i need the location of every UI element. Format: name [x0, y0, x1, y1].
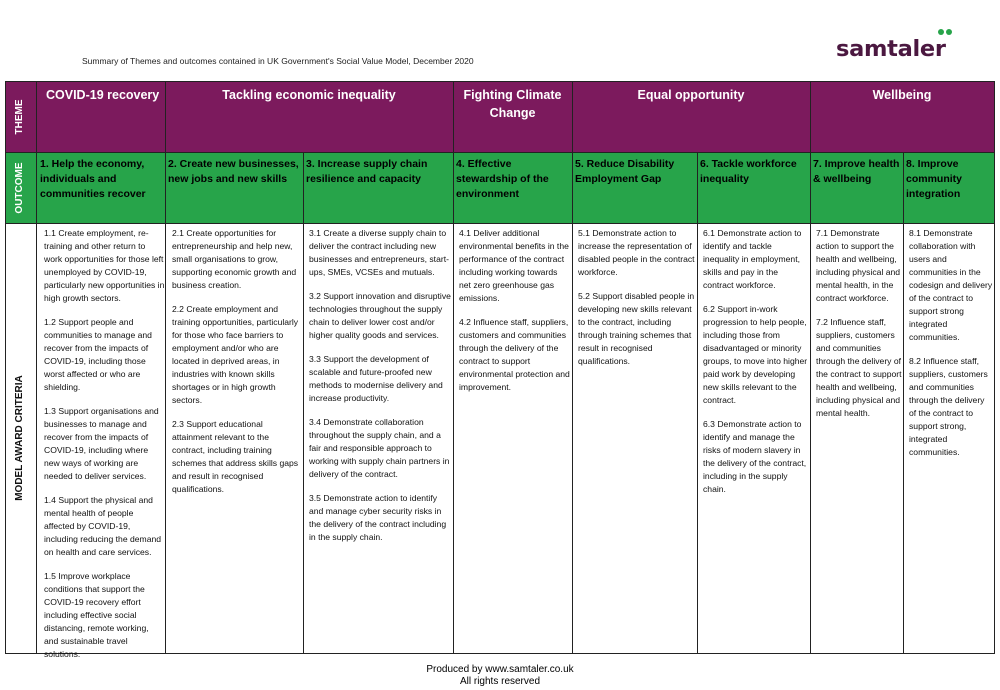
theme-climate-change: Fighting Climate Change	[463, 88, 562, 120]
outcome-3: 3. Increase supply chain resilience and capacity	[306, 158, 428, 185]
theme-equal-opportunity: Equal opportunity	[637, 88, 745, 102]
criteria-item: 1.2 Support people and communities to manage and recover from the impacts of COVID-19, including those worst affected or who are shielding.	[44, 317, 152, 392]
column-divider	[810, 82, 811, 653]
outcome-5: 5. Reduce Disability Employment Gap	[575, 158, 675, 185]
criteria-column-2	[172, 227, 301, 507]
criteria-item: 2.2 Create employment and training opportunities, particularly for those who face barriers to employment and/or who are located in deprived areas, in industries with known skills shortages or in high growth sectors.	[172, 304, 299, 405]
theme-economic-inequality: Tackling economic inequality	[222, 88, 396, 102]
criteria-item: 1.5 Improve workplace conditions that support the COVID-19 recovery effort including effective social distancing, remote working, and sustainable travel solutions.	[44, 571, 149, 659]
criteria-item: 3.5 Demonstrate action to identify and manage cyber security risks in the delivery of the contract including in the supply chain.	[309, 493, 447, 542]
column-divider	[36, 82, 37, 653]
criteria-column-7	[816, 227, 903, 431]
theme-wellbeing: Wellbeing	[872, 88, 932, 102]
row-label-outcome: OUTCOME	[14, 162, 25, 214]
criteria-item: 6.1 Demonstrate action to identify and tackle inequality in employment, skills and pay in the contract workforce.	[703, 228, 802, 290]
criteria-item: 2.1 Create opportunities for entrepreneurship and help new, small organisations to grow, supporting economic growth and business creation.	[172, 228, 297, 290]
column-divider	[903, 152, 904, 653]
criteria-column-3	[309, 227, 451, 555]
criteria-column-6	[703, 227, 809, 507]
logo-dot-icon	[938, 29, 944, 35]
criteria-item: 7.2 Influence staff, suppliers, customers and communities through the delivery of the contract to support health and wellbeing, including physical and mental health.	[816, 317, 902, 418]
outcome-7: 7. Improve health & wellbeing	[813, 158, 900, 185]
column-divider	[303, 152, 304, 653]
criteria-item: 8.2 Influence staff, suppliers, customers and communities through the delivery of the contract to support strong, integrated communities.	[909, 356, 988, 457]
criteria-item: 1.1 Create employment, re-training and other return to work opportunities for those left unemployed by COVID-19, particularly new opportunities in high growth sectors.	[44, 228, 165, 303]
criteria-item: 6.2 Support in-work progression to help people, including those from disadvantaged or minority groups, to move into higher paid work by developing new skills relevant to the contract.	[703, 304, 808, 405]
column-divider	[697, 152, 698, 653]
column-divider	[453, 82, 454, 653]
row-divider	[6, 223, 994, 224]
footer-produced-by: Produced by www.samtaler.co.uk	[426, 664, 574, 675]
criteria-column-1	[44, 227, 165, 672]
outcome-6: 6. Tackle workforce inequality	[700, 158, 797, 185]
criteria-item: 5.1 Demonstrate action to increase the representation of disabled people in the contract workforce.	[578, 228, 695, 277]
samtaler-logo	[836, 32, 956, 64]
outcome-1: 1. Help the economy, individuals and communities recover	[40, 158, 146, 200]
criteria-item: 3.4 Demonstrate collaboration throughout the supply chain, and a fair and responsible approach to working with supply chain partners in delivery of the contract.	[309, 417, 450, 479]
footer-rights: All rights reserved	[459, 676, 541, 687]
criteria-column-4	[459, 227, 570, 405]
criteria-item: 4.1 Deliver additional environmental benefits in the performance of the contract including working towards net zero greenhouse gas emissions.	[459, 228, 569, 303]
criteria-item: 7.1 Demonstrate action to support the health and wellbeing, including physical and mental health, in the contract workforce.	[816, 228, 901, 303]
column-divider	[572, 82, 573, 653]
row-label-theme: THEME	[14, 99, 25, 135]
criteria-item: 3.1 Create a diverse supply chain to deliver the contract including new businesses and entrepreneurs, start-ups, SMEs, VCSEs and mutuals.	[309, 228, 449, 277]
row-divider	[6, 152, 994, 153]
logo-text: samtaler	[836, 36, 946, 62]
criteria-item: 1.4 Support the physical and mental health of people affected by COVID-19, including reducing the demand on health and care services.	[44, 495, 162, 557]
criteria-item: 2.3 Support educational attainment relevant to the contract, including training schemes that address skills gaps and result in recognised qualifications.	[172, 419, 299, 494]
outcome-4: 4. Effective stewardship of the environment	[456, 158, 549, 200]
logo-dot-icon	[946, 29, 952, 35]
criteria-item: 3.2 Support innovation and disruptive technologies throughout the supply chain to deliver lower cost and/or higher quality goods and services.	[309, 291, 451, 340]
criteria-item: 3.3 Support the development of scalable and future-proofed new methods to modernise delivery and increase productivity.	[309, 354, 443, 403]
criteria-column-8	[909, 227, 993, 470]
criteria-item: 6.3 Demonstrate action to identify and manage the risks of modern slavery in the delivery of the contract, including in the supply chain.	[703, 419, 807, 494]
outcome-8: 8. Improve community integration	[906, 158, 963, 200]
social-value-table	[5, 81, 995, 659]
criteria-column-5	[578, 227, 695, 379]
criteria-item: 4.2 Influence staff, suppliers, customers and communities through the delivery of the contract to support environmental protection and improvement.	[459, 317, 570, 392]
row-label-criteria: MODEL AWARD CRITERIA	[14, 375, 25, 501]
criteria-item: 1.3 Support organisations and businesses to manage and recover from the impacts of COVID-19, including where new ways of working are needed to deliver services.	[44, 406, 159, 481]
criteria-item: 8.1 Demonstrate collaboration with users and communities in the codesign and delivery of the contract to support strong integrated communities.	[909, 228, 993, 342]
column-divider	[165, 82, 166, 653]
outcome-2: 2. Create new businesses, new jobs and new skills	[168, 158, 299, 185]
theme-covid-recovery: COVID-19 recovery	[46, 88, 160, 102]
document-subtitle: Summary of Themes and outcomes contained in UK Government's Social Value Model, December 2020	[82, 56, 474, 66]
criteria-item: 5.2 Support disabled people in developing new skills relevant to the contract, including through training schemes that result in recognised qualifications.	[578, 291, 695, 366]
